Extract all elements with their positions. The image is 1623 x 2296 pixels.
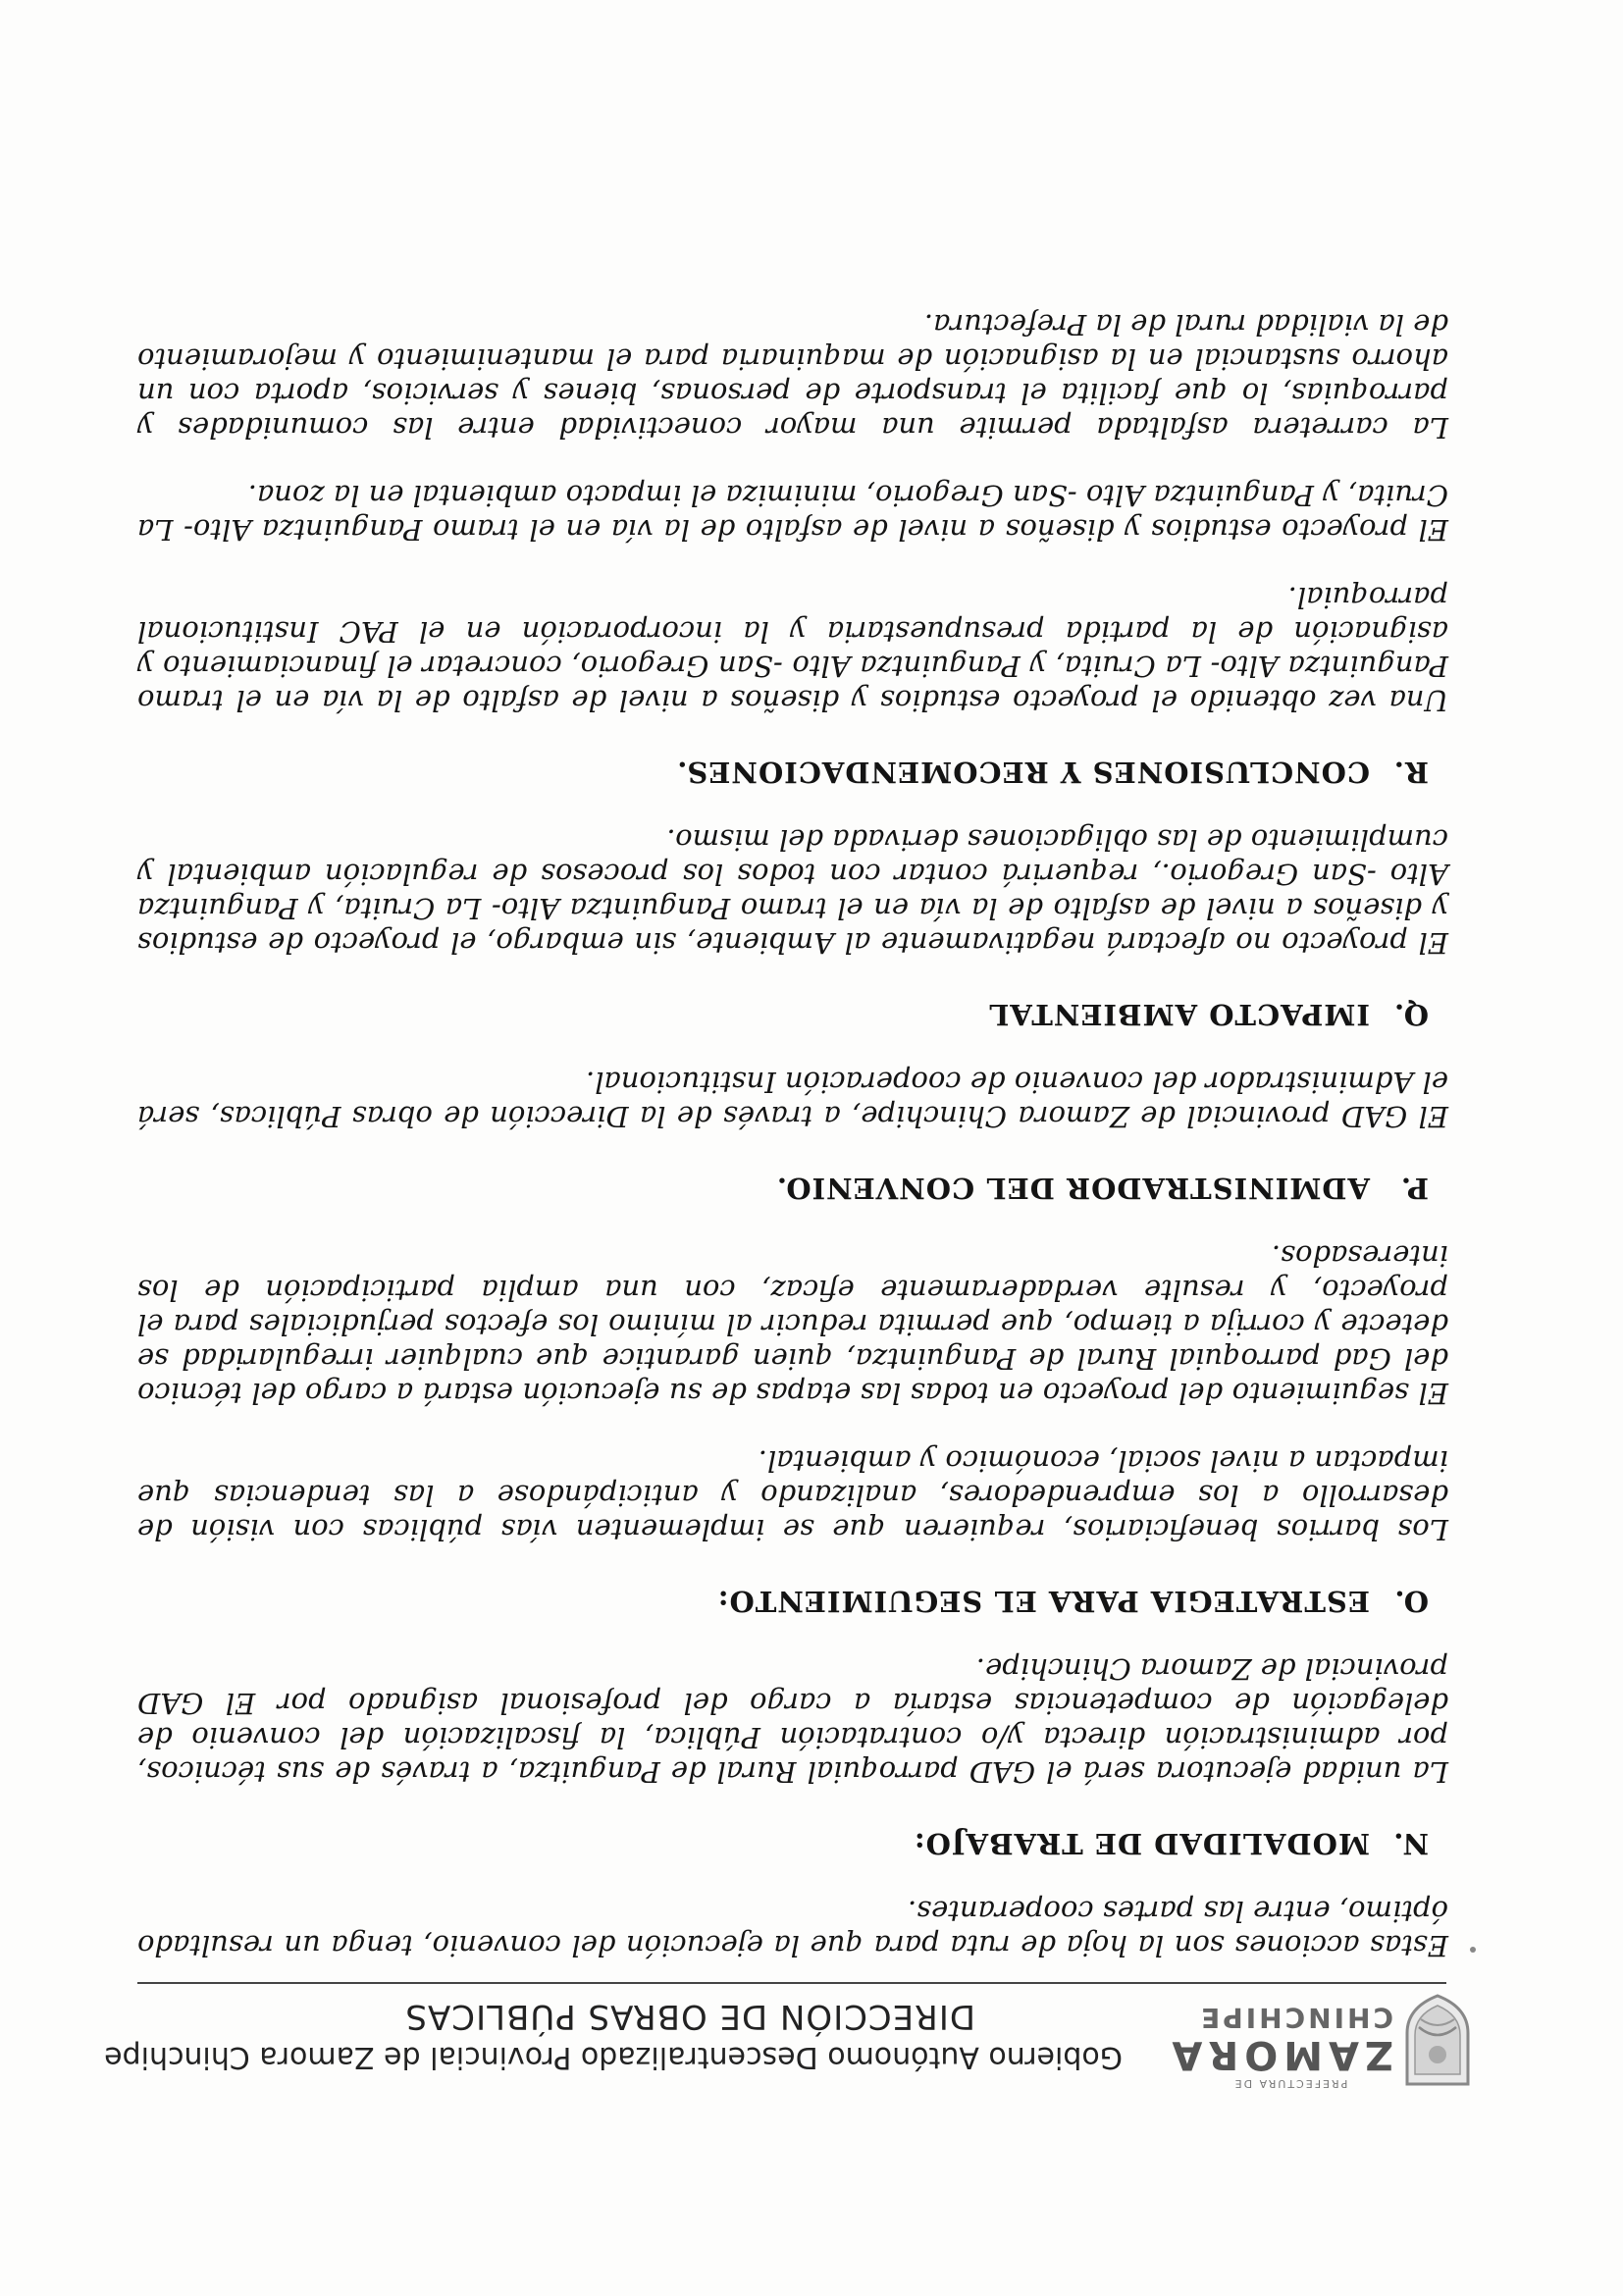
section-heading xyxy=(137,1584,1429,1618)
body-paragraph: El proyecto no afectará negativamente al Ambiente, sin embargo, el proyecto de estudios y diseños a nivel de asfalto de la vía en el tramo Panguintza Alto- La Cruita, y Panguintza Alto -San Gregorio., requerirá contar con todos los procesos de regulación ambiental y cumplimiento de las obligaciones derivada del mismo. xyxy=(137,823,1448,960)
section-heading xyxy=(137,1826,1429,1860)
prefectura-logo xyxy=(1166,1992,1476,2090)
section-letter: Q. xyxy=(1393,998,1429,1031)
body-paragraph: El proyecto estudios y diseños a nivel de asfalto de la vía en el tramo Panguintza Alto- La Cruita, y Panguintza Alto -San Gregorio, minimiza el impacto ambiental en la zona. xyxy=(137,479,1448,547)
header-divider xyxy=(137,1982,1446,1984)
section-estrategia xyxy=(137,1238,1448,1618)
body-paragraph: Una vez obtenido el proyecto estudios y diseños a nivel de asfalto de la vía en el tramo Panguintza Alto- La Cruita, y Panguintza Alto -San Gregorio, concretar el financiamiento y asignación de la partida presupuestaria y la incorporación en el PAC Institucional parroquial. xyxy=(137,581,1448,717)
intro-paragraph: Estas acciones son la hoja de ruta para que la ejecución del convenio, tenga un resultado óptimo, entre las partes cooperantes. xyxy=(137,1895,1448,1962)
section-impacto xyxy=(137,822,1448,1031)
section-title: IMPACTO AMBIENTAL xyxy=(987,998,1370,1031)
section-letter: O. xyxy=(1393,1585,1429,1618)
section-letter: P. xyxy=(1399,1172,1429,1205)
section-modalidad xyxy=(137,1651,1448,1860)
section-heading xyxy=(137,755,1429,789)
government-name: Gobierno Autónomo Descentralizado Provincial de Zamora Chinchipe xyxy=(104,2040,1123,2074)
logo-caption: PREFECTURA DE xyxy=(1232,2077,1348,2090)
section-heading xyxy=(137,1171,1429,1205)
section-conclusiones xyxy=(137,307,1448,789)
body-paragraph: El GAD provincial de Zamora Chinchipe, a través de la Dirección de obras Públicas, será el Administrador del convenio de cooperación Institucional. xyxy=(137,1066,1448,1133)
scan-mark xyxy=(1470,1947,1476,1953)
department-name: DIRECCIÓN DE OBRAS PÚBLICAS xyxy=(404,1997,975,2036)
logo-wordmark-top: ZAMORA xyxy=(1166,2032,1393,2077)
body-paragraph: El seguimiento del proyecto en todas las etapas de su ejecución estará a cargo del técnico del Gad parroquial Rural de Panguintza, quien garantice que cualquier irregularidad se detecte y corrija a tiempo, que permita reducir al mínimo los efectos perjudiciales para el proyecto, y resulte verdaderamente eficaz, con una amplia participación de los interesados. xyxy=(137,1239,1448,1410)
section-administrador xyxy=(137,1065,1448,1205)
section-heading xyxy=(137,997,1429,1031)
section-letter: N. xyxy=(1392,1827,1429,1860)
section-title: CONCLUSIONES Y RECOMENDACIONES. xyxy=(676,756,1370,789)
section-letter: R. xyxy=(1392,756,1429,789)
body-paragraph: La unidad ejecutora será el GAD parroquial Rural de Panguitza, a través de sus técnicos, por administración directa y/o contratación Pública, la fiscalización del convenio de delegación de competencias estaría a cargo del profesional asignado por El GAD provincial de Zamora Chinchipe. xyxy=(137,1652,1448,1789)
section-title: ESTRATEGIA PARA EL SEGUIMIENTO: xyxy=(716,1585,1370,1618)
document-body xyxy=(137,274,1448,1962)
crest-icon xyxy=(1399,1992,1476,2090)
body-paragraph: La carretera asfaltada permite una mayor conectividad entre las comunidades y parroquias, lo que facilita el transporte de personas, bienes y servicios, aporta con un ahorro sustancial en la asignación de maquinaria para el mantenimiento y mejoramiento de la vialidad rural de la Prefectura. xyxy=(137,308,1448,444)
logo-wordmark-bottom: CHINCHIPE xyxy=(1198,2002,1393,2034)
section-title: MODALIDAD DE TRABAJO: xyxy=(913,1827,1370,1860)
letterhead xyxy=(104,1997,1123,2075)
body-paragraph: Los barrios beneficiarios, requieren que se implementen vías públicas con visión de desarrollo a los emprendedores, analizando y anticipándose a las tendencias que impactan a nivel social, económico y ambiental. xyxy=(137,1444,1448,1546)
section-title: ADMINISTRADOR DEL CONVENIO. xyxy=(775,1172,1370,1205)
